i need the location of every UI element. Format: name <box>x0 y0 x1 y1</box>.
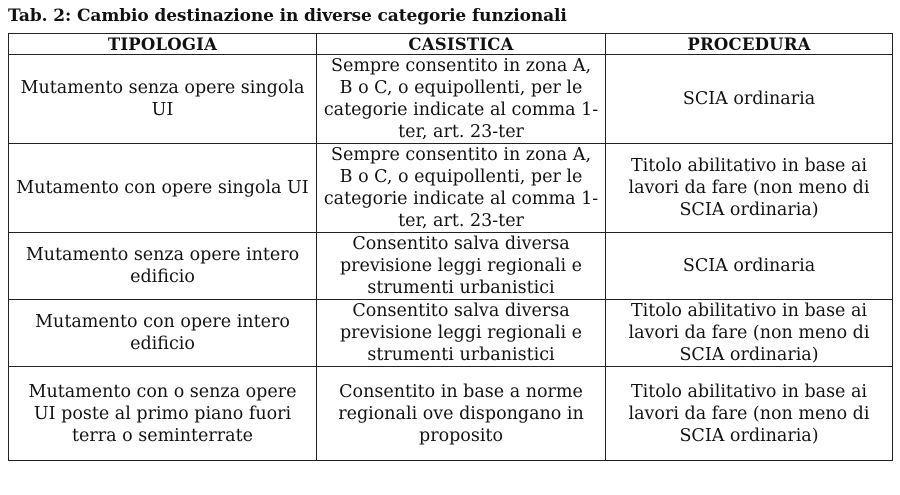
cell-tipologia: Mutamento senza opere intero edificio <box>9 233 317 300</box>
table-caption: Tab. 2: Cambio destinazione in diverse categorie funzionali <box>8 6 567 26</box>
cell-procedura: SCIA ordinaria <box>606 55 893 144</box>
cell-casistica: Sempre consentito in zona A, B o C, o equipollenti, per le categorie indicate al comma 1-ter, art. 23-ter <box>317 144 606 233</box>
destination-change-table <box>8 33 893 461</box>
cell-casistica: Consentito salva diversa previsione leggi regionali e strumenti urbanistici <box>317 300 606 367</box>
cell-procedura: Titolo abilitativo in base ai lavori da fare (non meno di SCIA ordinaria) <box>606 144 893 233</box>
cell-tipologia: Mutamento con opere singola UI <box>9 144 317 233</box>
cell-tipologia: Mutamento con o senza opere UI poste al primo piano fuori terra o seminterrate <box>9 367 317 461</box>
table-row <box>9 233 893 300</box>
cell-procedura: SCIA ordinaria <box>606 233 893 300</box>
table-row <box>9 367 893 461</box>
table-row <box>9 144 893 233</box>
cell-tipologia: Mutamento con opere intero edificio <box>9 300 317 367</box>
header-row <box>9 34 893 55</box>
cell-casistica: Sempre consentito in zona A, B o C, o equipollenti, per le categorie indicate al comma 1-ter, art. 23-ter <box>317 55 606 144</box>
cell-tipologia: Mutamento senza opere singola UI <box>9 55 317 144</box>
table-row <box>9 55 893 144</box>
cell-procedura: Titolo abilitativo in base ai lavori da fare (non meno di SCIA ordinaria) <box>606 300 893 367</box>
cell-casistica: Consentito in base a norme regionali ove dispongano in proposito <box>317 367 606 461</box>
header-tipologia: TIPOLOGIA <box>9 34 317 55</box>
header-casistica: CASISTICA <box>317 34 606 55</box>
table-row <box>9 300 893 367</box>
header-procedura: PROCEDURA <box>606 34 893 55</box>
cell-casistica: Consentito salva diversa previsione leggi regionali e strumenti urbanistici <box>317 233 606 300</box>
cell-procedura: Titolo abilitativo in base ai lavori da fare (non meno di SCIA ordinaria) <box>606 367 893 461</box>
